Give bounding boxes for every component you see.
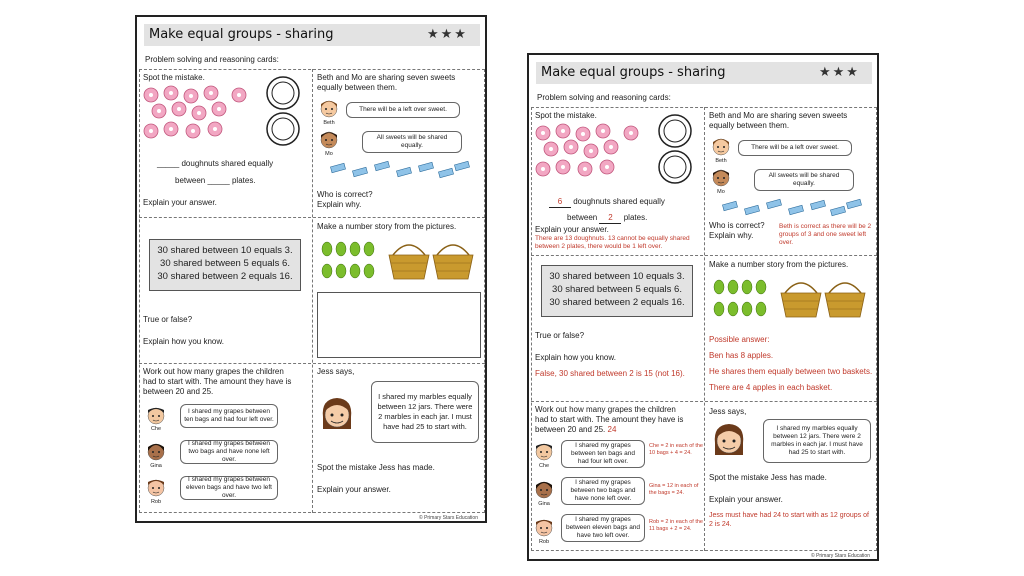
q6-heading: Jess says, [317,367,355,376]
beth-speech-bubble: There will be a left over sweet. [738,140,852,156]
q6-heading: Jess says, [709,407,747,416]
q2-heading-1: Beth and Mo are sharing seven sweets [317,73,456,82]
q1-heading: Spot the mistake. [535,111,597,120]
jess-speech-bubble: I shared my marbles equally between 12 jars. There were 2 marbles in each jar. I must have had 25 to start with. [371,381,479,443]
q2-heading-1: Beth and Mo are sharing seven sweets [709,111,848,120]
q5-heading-1: Work out how many grapes the children [143,367,284,376]
mo-avatar [711,167,731,187]
q5-heading-3: between 20 and 25. 24 [535,425,617,434]
row-divider-1 [139,217,485,218]
che-avatar [146,405,166,425]
sheet-subtitle: Problem solving and reasoning cards: [145,55,279,64]
q4-answer-1: Possible answer: [709,335,770,344]
pears-picture [321,238,377,282]
doughnuts-answer: 6 [549,197,571,208]
q3-true-false: True or false? [535,331,585,340]
gina-name: Gina [538,501,550,507]
rob-answer: Rob = 2 in each of the 11 bags + 2 = 24. [649,519,703,532]
q1-line-doughnuts: _____ doughnuts shared equally [157,159,274,168]
sheet-footer: © Primary Stars Education [419,515,478,521]
beth-name: Beth [715,158,727,164]
q6-spot: Spot the mistake Jess has made. [317,463,435,472]
gina-speech-bubble: I shared my grapes between two bags and have none left over. [561,477,645,505]
q1-line-plates: between 2 plates. [567,213,648,222]
row-divider-2 [531,401,877,402]
q5-heading-1: Work out how many grapes the children [535,405,676,414]
q2-question-2: Explain why. [317,200,362,209]
q1-line-plates: between _____ plates. [175,176,256,185]
q1-line-doughnuts: 6 doughnuts shared equally [549,197,665,208]
gina-speech-bubble: I shared my grapes between two bags and have none left over. [180,440,278,464]
q1-explain: Explain your answer. [143,198,217,207]
q2-question-1: Who is correct? [709,221,765,230]
q1-answer-text: There are 13 doughnuts. 13 cannot be equally shared between 2 plates, there would be 1 left over. [535,235,690,250]
doughnuts-picture [535,125,647,187]
mo-speech-bubble: All sweets will be shared equally. [362,131,462,153]
che-name: Che [538,463,550,469]
doughnuts-picture [143,87,255,149]
q2-heading-2: equally between them. [317,83,398,92]
rob-avatar [146,477,166,497]
difficulty-stars: ★★★ [427,26,468,41]
rob-avatar [534,517,554,537]
row-divider-1 [531,255,877,256]
statement-2: 30 shared between 5 equals 6. [160,258,290,269]
beth-name: Beth [323,120,335,126]
mo-name: Mo [325,151,333,157]
che-name: Che [150,426,162,432]
q2-question-2: Explain why. [709,231,754,240]
gina-avatar [146,441,166,461]
rob-speech-bubble: I shared my grapes between eleven bags and have two left over. [180,476,278,500]
q2-question-1: Who is correct? [317,190,373,199]
statement-3: 30 shared between 2 equals 16. [157,271,293,282]
doughnuts-blank[interactable]: _____ [157,159,180,168]
number-story-answer-box[interactable] [317,292,481,358]
jess-speech-bubble: I shared my marbles equally between 12 jars. There were 2 marbles in each jar. I must have had 25 to start with. [763,419,871,463]
q4-answer-2: Ben has 8 apples. [709,351,774,360]
sheet-footer: © Primary Stars Education [811,553,870,559]
pears-picture [713,276,769,320]
q3-answer-text: False, 30 shared between 2 is 15 (not 16). [535,369,685,378]
row-divider-2 [139,363,485,364]
q2-answer-text: Beth is correct as there will be 2 groups of 3 and one sweet left over. [779,223,872,246]
gina-answer: Gina = 12 in each of the bags = 24. [649,483,699,496]
difficulty-stars: ★★★ [819,64,860,79]
che-speech-bubble: I shared my grapes between ten bags and had four left over. [180,404,278,428]
beth-avatar [711,136,731,156]
plates-picture [657,113,695,185]
statement-3: 30 shared between 2 equals 16. [549,297,685,308]
che-speech-bubble: I shared my grapes between ten bags and had four left over. [561,440,645,468]
q2-heading-2: equally between them. [709,121,790,130]
mo-name: Mo [717,189,725,195]
q5-heading-3: between 20 and 25. [143,387,214,396]
mo-avatar [319,129,339,149]
rob-name: Rob [538,539,550,545]
beth-avatar [319,98,339,118]
statements-card [541,265,693,317]
che-avatar [534,441,554,461]
gina-name: Gina [150,463,162,469]
che-answer: Che = 2 in each of the 10 bags + 4 = 24. [649,443,703,456]
answer-sheet [527,53,879,561]
sweets-picture [719,199,861,221]
statements-card [149,239,301,291]
statement-1: 30 shared between 10 equals 3. [157,245,293,256]
question-sheet [135,15,487,523]
q1-explain: Explain your answer. [535,225,609,234]
beth-speech-bubble: There will be a left over sweet. [346,102,460,118]
sheet-title: Make equal groups - sharing [541,65,726,80]
plates-picture [265,75,303,147]
q4-answer-3: He shares them equally between two baskets. [709,367,873,376]
baskets-picture [779,275,869,319]
q3-true-false: True or false? [143,315,193,324]
q5-heading-2: had to start with. The amount they have is [535,415,684,424]
q4-answer-4: There are 4 apples in each basket. [709,383,833,392]
jess-avatar [319,395,355,435]
q6-explain: Explain your answer. [317,485,391,494]
q5-answer-number: 24 [607,425,617,434]
q5-heading-2: had to start with. The amount they have is [143,377,292,386]
plates-blank[interactable]: _____ [207,176,230,185]
statement-2: 30 shared between 5 equals 6. [552,284,682,295]
gina-avatar [534,479,554,499]
sweets-picture [327,161,469,183]
column-divider [704,107,705,551]
sheet-subtitle: Problem solving and reasoning cards: [537,93,671,102]
plates-answer: 2 [599,213,621,224]
q6-spot: Spot the mistake Jess has made. [709,473,827,482]
q1-heading: Spot the mistake. [143,73,205,82]
statement-1: 30 shared between 10 equals 3. [549,271,685,282]
jess-avatar [711,421,747,461]
q4-heading: Make a number story from the pictures. [317,222,457,231]
q3-explain: Explain how you know. [143,337,224,346]
q4-heading: Make a number story from the pictures. [709,260,849,269]
q3-explain: Explain how you know. [535,353,616,362]
baskets-picture [387,237,477,281]
sheet-title: Make equal groups - sharing [149,27,334,42]
rob-speech-bubble: I shared my grapes between eleven bags and have two left over. [561,514,645,542]
q6-answer-text: Jess must have had 24 to start with as 12 groups of 2 is 24. [709,512,869,528]
rob-name: Rob [150,499,162,505]
q6-explain: Explain your answer. [709,495,783,504]
column-divider [312,69,313,513]
mo-speech-bubble: All sweets will be shared equally. [754,169,854,191]
